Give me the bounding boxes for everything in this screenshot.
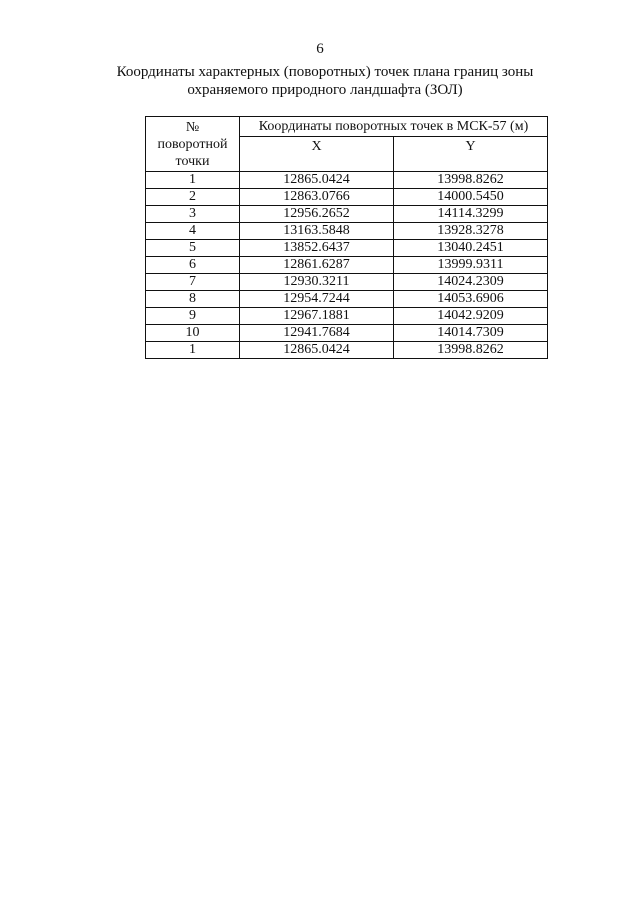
table-row — [146, 274, 548, 291]
title-line-2: охраняемого природного ландшафта (ЗОЛ) — [187, 82, 463, 98]
x-coordinate-cell: 12863.0766 — [240, 189, 394, 206]
y-column-header: Y — [394, 137, 548, 172]
point-number-cell: 2 — [146, 189, 240, 206]
table-row — [146, 223, 548, 240]
point-number-header-line-3: точки — [175, 154, 210, 169]
y-coordinate-cell: 14000.5450 — [394, 189, 548, 206]
table-row — [146, 308, 548, 325]
document-title — [80, 63, 570, 99]
point-number-cell: 1 — [146, 172, 240, 189]
y-coordinate-cell: 13998.8262 — [394, 342, 548, 359]
x-coordinate-cell: 13163.5848 — [240, 223, 394, 240]
y-coordinate-cell: 14024.2309 — [394, 274, 548, 291]
x-coordinate-cell: 13852.6437 — [240, 240, 394, 257]
point-number-cell: 5 — [146, 240, 240, 257]
y-coordinate-cell: 13928.3278 — [394, 223, 548, 240]
point-number-cell: 7 — [146, 274, 240, 291]
title-line-1: Координаты характерных (поворотных) точек плана границ зоны — [116, 64, 534, 80]
table-row — [146, 189, 548, 206]
header-row-1 — [146, 117, 548, 137]
point-number-cell: 9 — [146, 308, 240, 325]
y-coordinate-cell: 13998.8262 — [394, 172, 548, 189]
table-row — [146, 206, 548, 223]
y-coordinate-cell: 14014.7309 — [394, 325, 548, 342]
table-row — [146, 257, 548, 274]
x-coordinate-cell: 12941.7684 — [240, 325, 394, 342]
y-coordinate-cell: 14042.9209 — [394, 308, 548, 325]
x-coordinate-cell: 12954.7244 — [240, 291, 394, 308]
table-row — [146, 325, 548, 342]
point-number-header — [146, 117, 240, 172]
point-number-cell: 1 — [146, 342, 240, 359]
y-coordinate-cell: 13040.2451 — [394, 240, 548, 257]
point-number-header-line-1: № — [185, 120, 200, 135]
x-coordinate-cell: 12967.1881 — [240, 308, 394, 325]
point-number-cell: 10 — [146, 325, 240, 342]
coordinates-table — [145, 116, 548, 359]
point-number-cell: 3 — [146, 206, 240, 223]
point-number-cell: 4 — [146, 223, 240, 240]
x-coordinate-cell: 12865.0424 — [240, 172, 394, 189]
x-coordinate-cell: 12930.3211 — [240, 274, 394, 291]
point-number-cell: 8 — [146, 291, 240, 308]
point-number-cell: 6 — [146, 257, 240, 274]
y-coordinate-cell: 14114.3299 — [394, 206, 548, 223]
y-coordinate-cell: 14053.6906 — [394, 291, 548, 308]
page-number: 6 — [316, 41, 324, 57]
table-row — [146, 172, 548, 189]
table-row — [146, 240, 548, 257]
table-row — [146, 291, 548, 308]
point-number-header-line-2: поворотной — [157, 137, 228, 152]
table-row — [146, 342, 548, 359]
x-coordinate-cell: 12956.2652 — [240, 206, 394, 223]
x-coordinate-cell: 12861.6287 — [240, 257, 394, 274]
y-coordinate-cell: 13999.9311 — [394, 257, 548, 274]
x-column-header: X — [240, 137, 394, 172]
coordinates-header: Координаты поворотных точек в МСК-57 (м) — [240, 117, 548, 137]
x-coordinate-cell: 12865.0424 — [240, 342, 394, 359]
